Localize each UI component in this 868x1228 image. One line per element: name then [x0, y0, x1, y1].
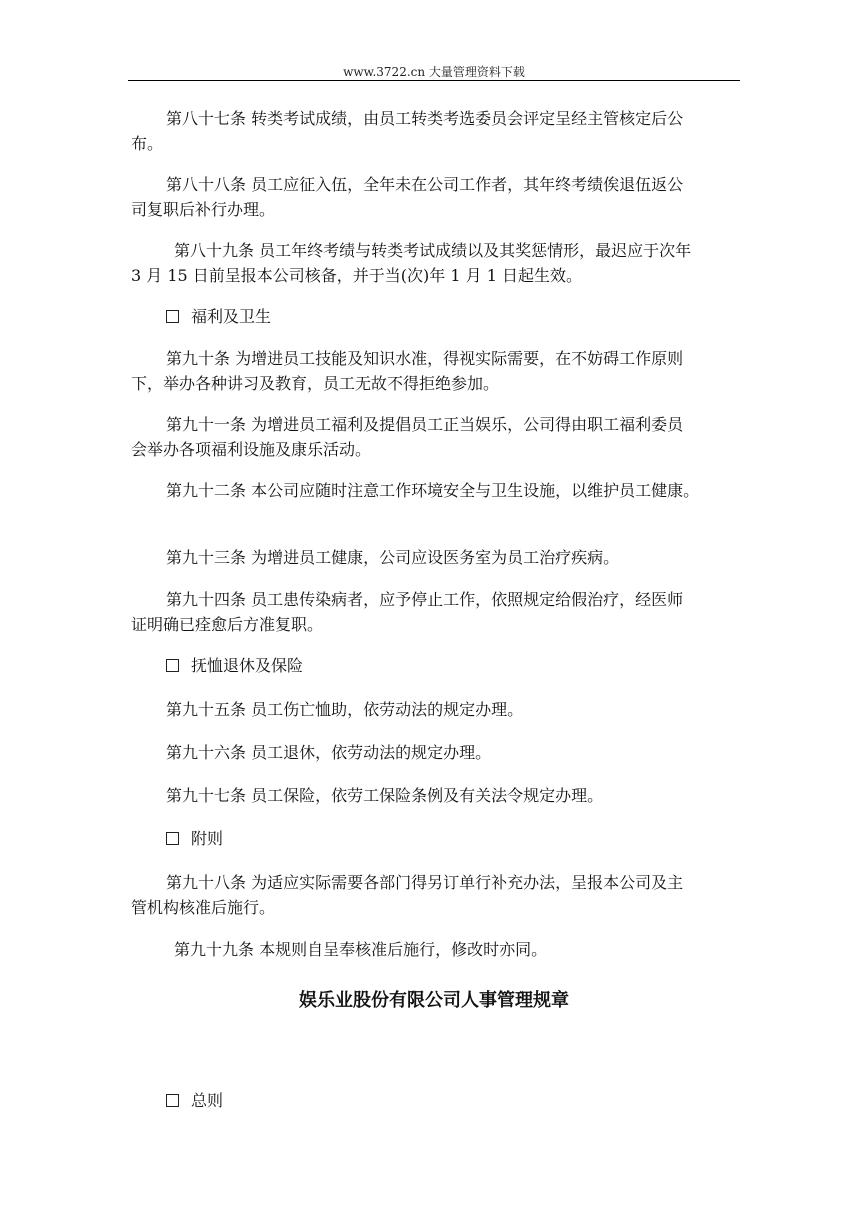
article-line: 管机构核准后施行。 [131, 898, 276, 917]
document-title: 娱乐业股份有限公司人事管理规章 [299, 990, 569, 1011]
section-heading-general [166, 1088, 223, 1114]
article-line: 第八十七条 转类考试成绩，由员工转类考选委员会评定呈经主管核定后公 [166, 109, 684, 128]
article-line: 第九十五条 员工伤亡恤助，依劳动法的规定办理。 [166, 700, 524, 719]
article-line: 第九十二条 本公司应随时注意工作环境安全与卫生设施，以维护员工健康。 [166, 481, 700, 500]
article-line: 第九十九条 本规则自呈奉核准后施行，修改时亦同。 [174, 940, 548, 959]
section-label: 附则 [191, 829, 224, 848]
article-line: 第八十九条 员工年终考绩与转类考试成绩以及其奖惩情形，最迟应于次年 [174, 241, 692, 260]
article-line: 第九十三条 为增进员工健康，公司应设医务室为员工治疗疾病。 [166, 548, 620, 567]
article-line: 第九十条 为增进员工技能及知识水准，得视实际需要，在不妨碍工作原则 [166, 349, 684, 368]
checkbox-icon [166, 832, 179, 845]
article-line: 会举办各项福利设施及康乐活动。 [131, 440, 372, 459]
checkbox-icon [166, 659, 179, 672]
section-label: 总则 [191, 1091, 224, 1110]
checkbox-icon [166, 1094, 179, 1107]
article-line: 第九十六条 员工退休，依劳动法的规定办理。 [166, 743, 492, 762]
article-line: 司复职后补行办理。 [131, 200, 276, 219]
section-heading-supplementary [166, 826, 223, 852]
header-rule [128, 80, 740, 81]
article-line: 第九十八条 为适应实际需要各部门得另订单行补充办法，呈报本公司及主 [166, 873, 684, 892]
checkbox-icon [166, 310, 179, 323]
header-text: www.3722.cn 大量管理资料下载 [343, 65, 525, 79]
section-heading-pension [166, 653, 303, 679]
article-line: 第九十七条 员工保险，依劳工保险条例及有关法令规定办理。 [166, 786, 604, 805]
section-label: 抚恤退休及保险 [191, 656, 304, 675]
article-line: 第九十一条 为增进员工福利及提倡员工正当娱乐，公司得由职工福利委员 [166, 415, 684, 434]
section-heading-welfare [166, 304, 271, 330]
article-line: 3 月 15 日前呈报本公司核备，并于当(次)年 1 月 1 日起生效。 [131, 266, 582, 285]
article-line: 下，举办各种讲习及教育，员工无故不得拒绝参加。 [131, 374, 500, 393]
article-line: 第九十四条 员工患传染病者，应予停止工作，依照规定给假治疗，经医师 [166, 590, 684, 609]
section-label: 福利及卫生 [191, 307, 272, 326]
article-line: 证明确已痊愈后方准复职。 [131, 615, 324, 634]
article-line: 布。 [131, 134, 164, 153]
article-line: 第八十八条 员工应征入伍，全年未在公司工作者，其年终考绩俟退伍返公 [166, 175, 684, 194]
